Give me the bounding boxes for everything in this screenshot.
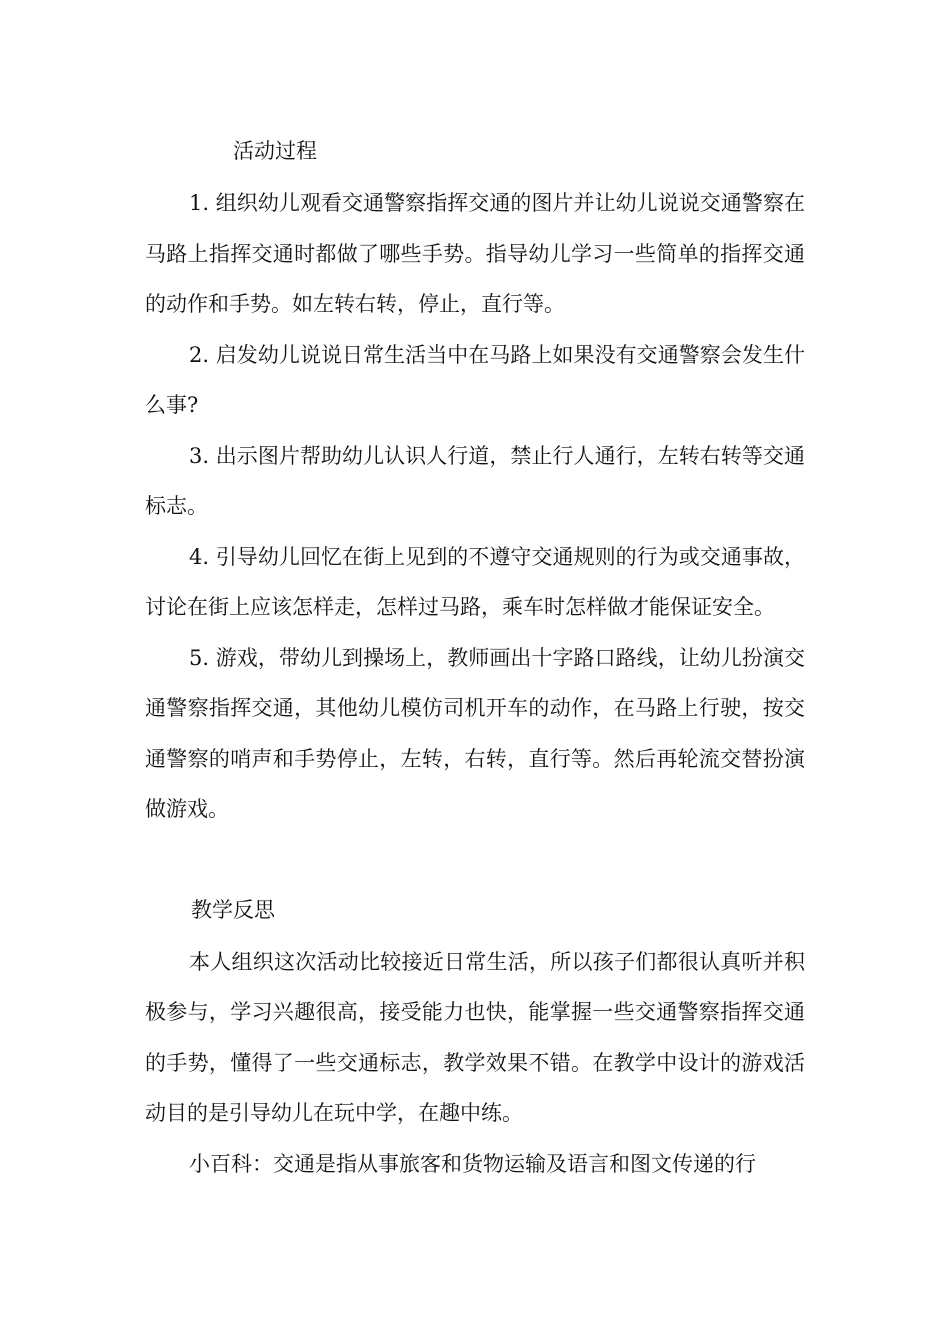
process-item-3: 3. 出示图片帮助幼儿认识人行道，禁止行人通行，左转右转等交通标志。: [145, 443, 805, 518]
process-item-2: 2. 启发幼儿说说日常生活当中在马路上如果没有交通警察会发生什么事?: [145, 342, 805, 417]
reflection-paragraph: 本人组织这次活动比较接近日常生活，所以孩子们都很认真听并积极参与，学习兴趣很高，接受能力也快，能掌握一些交通警察指挥交通的手势，懂得了一些交通标志，教学效果不错。在教学中设计的游戏活动目的是引导幼儿在玩中学，在趣中练。: [145, 949, 805, 1125]
encyclopedia-paragraph: 小百科：交通是指从事旅客和货物运输及语言和图文传递的行: [189, 1151, 756, 1176]
process-item-5: 5. 游戏，带幼儿到操场上，教师画出十字路口路线，让幼儿扮演交通警察指挥交通，其他幼儿模仿司机开车的动作，在马路上行驶，按交通警察的哨声和手势停止，左转，右转，直行等。然后再轮流交替扮演做游戏。: [145, 645, 805, 821]
document-content: [145, 130, 805, 1189]
process-item-4: 4. 引导幼儿回忆在街上见到的不遵守交通规则的行为或交通事故，讨论在街上应该怎样走，怎样过马路，乘车时怎样做才能保证安全。: [145, 544, 805, 619]
process-item-1: 1. 组织幼儿观看交通警察指挥交通的图片并让幼儿说说交通警察在马路上指挥交通时都做了哪些手势。指导幼儿学习一些简单的指挥交通的动作和手势。如左转右转，停止，直行等。: [145, 191, 805, 316]
reflection-title: 教学反思: [191, 897, 275, 922]
section-spacer: [145, 835, 805, 889]
process-title: 活动过程: [233, 139, 317, 163]
